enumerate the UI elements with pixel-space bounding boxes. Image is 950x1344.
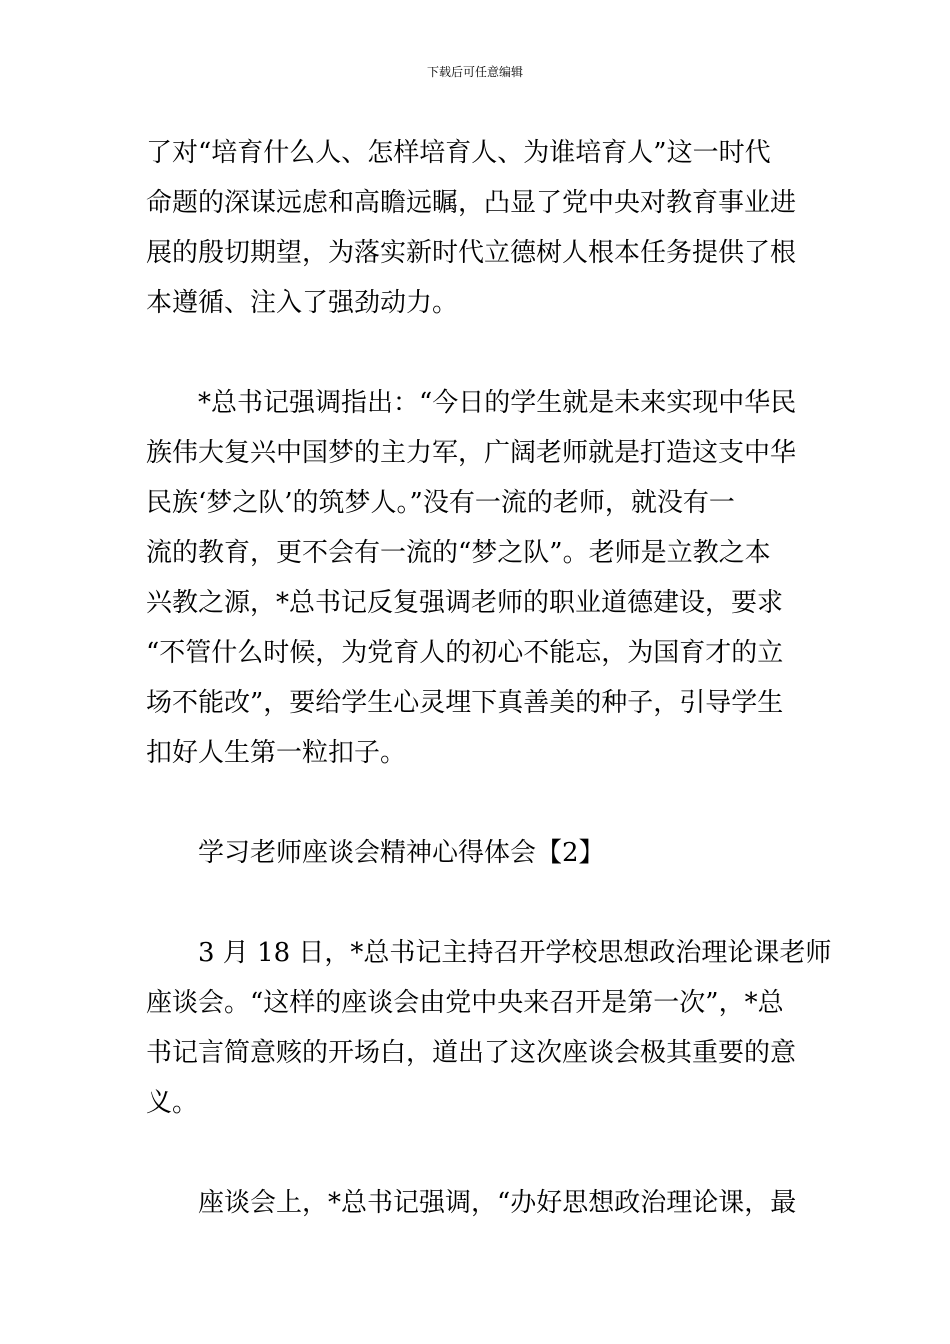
text-line: *总书记强调指出：“今日的学生就是未来实现中华民 [198,388,797,418]
text-line: 族伟大复兴中国梦的主力军，广阔老师就是打造这支中华 [146,438,797,468]
text-line: 流的教育，更不会有一流的“梦之队”。老师是立教之本 [146,538,771,568]
text-line: 本遵循、注入了强劲动力。 [146,288,459,318]
text-line: 展的殷切期望，为落实新时代立德树人根本任务提供了根 [146,238,797,268]
text-line: “不管什么时候，为党育人的初心不能忘，为国育才的立 [146,638,784,668]
document-body [146,128,832,1228]
text-line: 命题的深谋远虑和高瞻远瞩，凸显了党中央对教育事业进 [146,188,797,218]
text-line: 义。 [146,1088,199,1118]
heading-line: 学习老师座谈会精神心得体会【2】 [198,838,605,868]
section-heading [146,828,806,878]
text-line: 座谈会。“这样的座谈会由党中央来召开是第一次”，*总 [146,988,784,1018]
page-header: 下载后可任意编辑 [426,65,523,79]
text-line: 3 月 18 日，*总书记主持召开学校思想政治理论课老师 [198,938,832,968]
text-line: 扣好人生第一粒扣子。 [146,738,407,768]
paragraph-4 [146,1178,806,1228]
text-line: 兴教之源，*总书记反复强调老师的职业道德建设，要求 [146,588,784,618]
text-line: 民族‘梦之队’的筑梦人。”没有一流的老师，就没有一 [146,488,735,518]
paragraph-3 [146,928,832,1128]
paragraph-1 [146,128,806,328]
text-line: 场不能改”，要给学生心灵埋下真善美的种子，引导学生 [146,688,784,718]
text-line: 座谈会上，*总书记强调，“办好思想政治理论课，最 [198,1188,797,1218]
paragraph-2 [146,378,806,778]
text-line: 书记言简意赅的开场白，道出了这次座谈会极其重要的意 [146,1038,797,1068]
text-line: 了对“培育什么人、怎样培育人、为谁培育人”这一时代 [146,138,771,168]
